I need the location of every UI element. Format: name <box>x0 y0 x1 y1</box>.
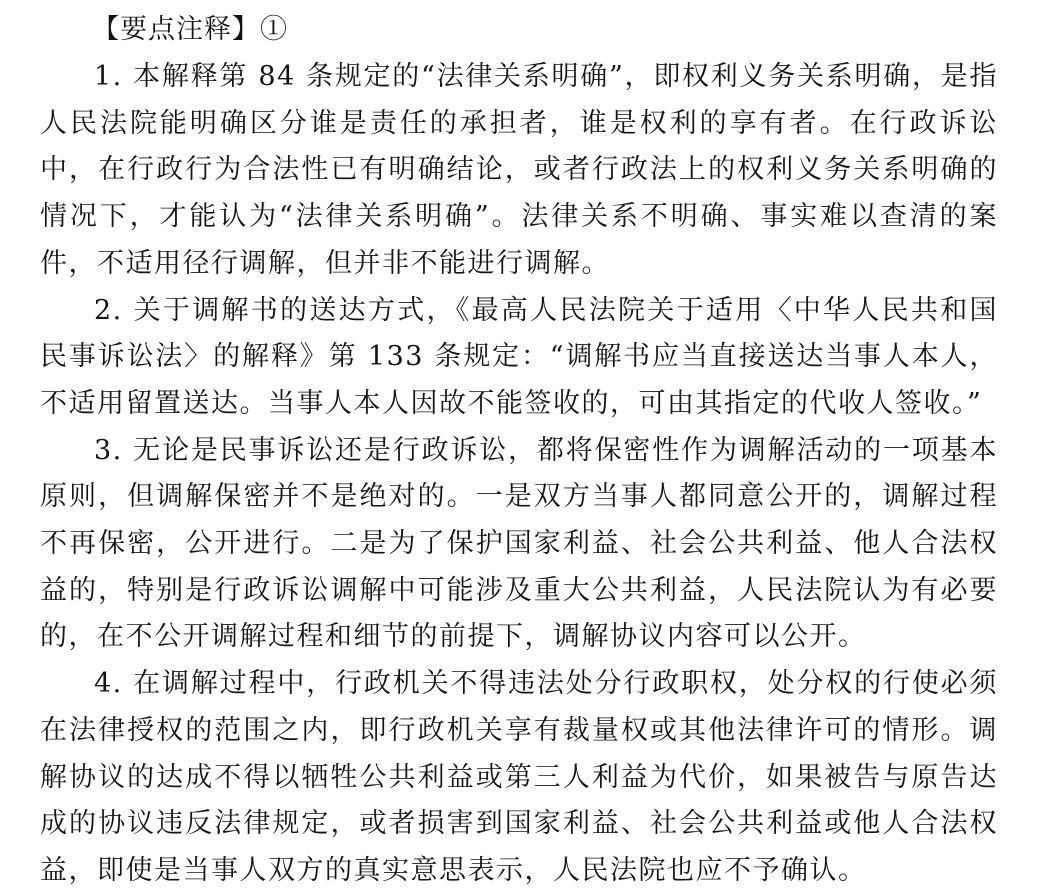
section-heading: 【要点注释】① <box>92 14 288 45</box>
note-paragraph-4: 4. 在调解过程中，行政机关不得违法处分行政职权，处分权的行使必须在法律授权的范围之内，即行政机关享有裁量权或其他法律许可的情形。调解协议的达成不得以牺牲公共利益或第三人利益为代价，如果被告与原告达成的协议违反法律规定，或者损害到国家利益、社会公共利益或他人合法权益，即使是当事人双方的真实意思表示，人民法院也应不予确认。 <box>40 668 998 886</box>
note-paragraph-3: 3. 无论是民事诉讼还是行政诉讼，都将保密性作为调解活动的一项基本原则，但调解保密并不是绝对的。一是双方当事人都同意公开的，调解过程不再保密，公开进行。二是为了保护国家利益、社会公共利益、他人合法权益的，特别是行政诉讼调解中可能涉及重大公共利益，人民法院认为有必要的，在不公开调解过程和细节的前提下，调解协议内容可以公开。 <box>40 434 998 653</box>
note-paragraph-2: 2. 关于调解书的送达方式，《最高人民法院关于适用〈中华人民共和国民事诉讼法〉的解释》第 133 条规定：“调解书应当直接送达当事人本人，不适用留置送达。当事人本人因故不能签收的，可由其指定的代收人签收。” <box>40 294 998 419</box>
note-paragraph-1: 1. 本解释第 84 条规定的“法律关系明确”，即权利义务关系明确，是指人民法院能明确区分谁是责任的承担者，谁是权利的享有者。在行政诉讼中，在行政行为合法性已有明确结论，或者行政法上的权利义务关系明确的情况下，才能认为“法律关系明确”。法律关系不明确、事实难以查清的案件，不适用径行调解，但并非不能进行调解。 <box>40 61 998 279</box>
